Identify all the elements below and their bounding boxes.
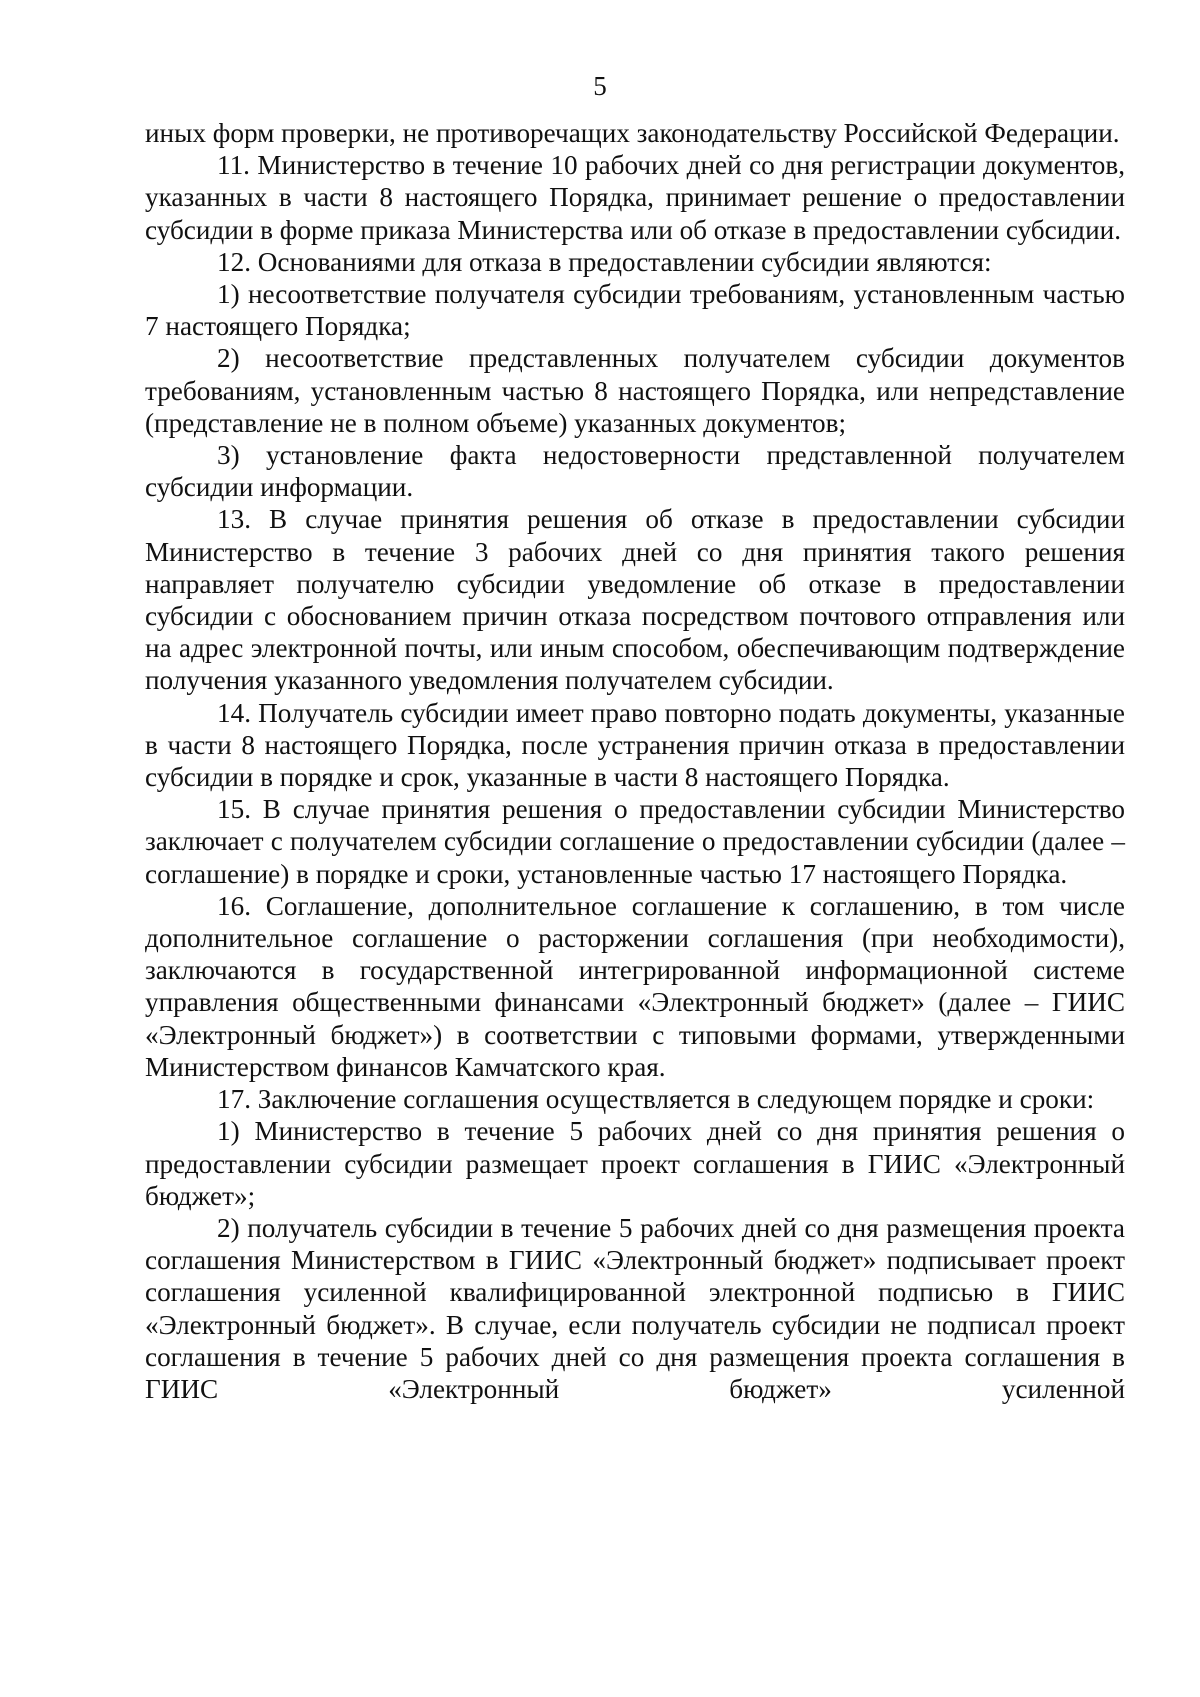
paragraph-16: 16. Соглашение, дополнительное соглашение к соглашению, в том числе дополнительное соглашение о расторжении соглашения (при необходимости), заключаются в государственной интегрированной информационной системе управления общественными финансами «Электронный бюджет» (далее – ГИИС «Электронный бюджет») в соответствии с типовыми формами, утвержденными Министерством финансов Камчатского края.: [145, 890, 1125, 1082]
paragraph-11: 11. Министерство в течение 10 рабочих дней со дня регистрации документов, указанных в части 8 настоящего Порядка, принимает решение о предоставлении субсидии в форме приказа Министерства или об отказе в предоставлении субсидии.: [145, 150, 1125, 245]
paragraph-17-item-2: 2) получатель субсидии в течение 5 рабочих дней со дня размещения проекта соглашения Министерством в ГИИС «Электронный бюджет» подписывает проект соглашения усиленной квалифицированной электронной подписью в ГИИС «Электронный бюджет». В случае, если получатель субсидии не подписал проект соглашения в течение 5 рабочих дней со дня размещения проекта соглашения в ГИИС «Электронный бюджет» усиленной: [145, 1212, 1125, 1404]
paragraph-12-item-3: 3) установление факта недостоверности представленной получателем субсидии информации.: [145, 440, 1125, 503]
paragraph-continuation: иных форм проверки, не противоречащих законодательству Российской Федерации.: [145, 118, 1120, 148]
paragraph-17: 17. Заключение соглашения осуществляется в следующем порядке и сроки:: [217, 1084, 1095, 1115]
paragraph-14: 14. Получатель субсидии имеет право повторно подать документы, указанные в части 8 настоящего Порядка, после устранения причин отказа в предоставлении субсидии в порядке и срок, указанные в части 8 настоящего Порядка.: [145, 697, 1125, 793]
page-number: 5: [593, 71, 607, 101]
document-body: [145, 117, 1125, 1405]
paragraph-12-item-2: 2) несоответствие представленных получателем субсидии документов требованиям, установленным частью 8 настоящего Порядка, или непредставление (представление не в полном объеме) указанных документов;: [145, 343, 1125, 438]
paragraph-15: 15. В случае принятия решения о предоставлении субсидии Министерство заключает с получателем субсидии соглашение о предоставлении субсидии (далее – соглашение) в порядке и сроки, установленные частью 17 настоящего Порядка.: [145, 794, 1125, 889]
paragraph-17-item-1: 1) Министерство в течение 5 рабочих дней со дня принятия решения о предоставлении субсидии размещает проект соглашения в ГИИС «Электронный бюджет»;: [145, 1116, 1125, 1211]
paragraph-12-item-1: 1) несоответствие получателя субсидии требованиям, установленным частью 7 настоящего Порядка;: [145, 279, 1125, 342]
paragraph-13: 13. В случае принятия решения об отказе в предоставлении субсидии Министерство в течение 3 рабочих дней со дня принятия такого решения направляет получателю субсидии уведомление об отказе в предоставлении субсидии с обоснованием причин отказа посредством почтового отправления или на адрес электронной почты, или иным способом, обеспечивающим подтверждение получения указанного уведомления получателем субсидии.: [145, 504, 1125, 696]
paragraph-12: 12. Основаниями для отказа в предоставлении субсидии являются:: [217, 246, 992, 277]
